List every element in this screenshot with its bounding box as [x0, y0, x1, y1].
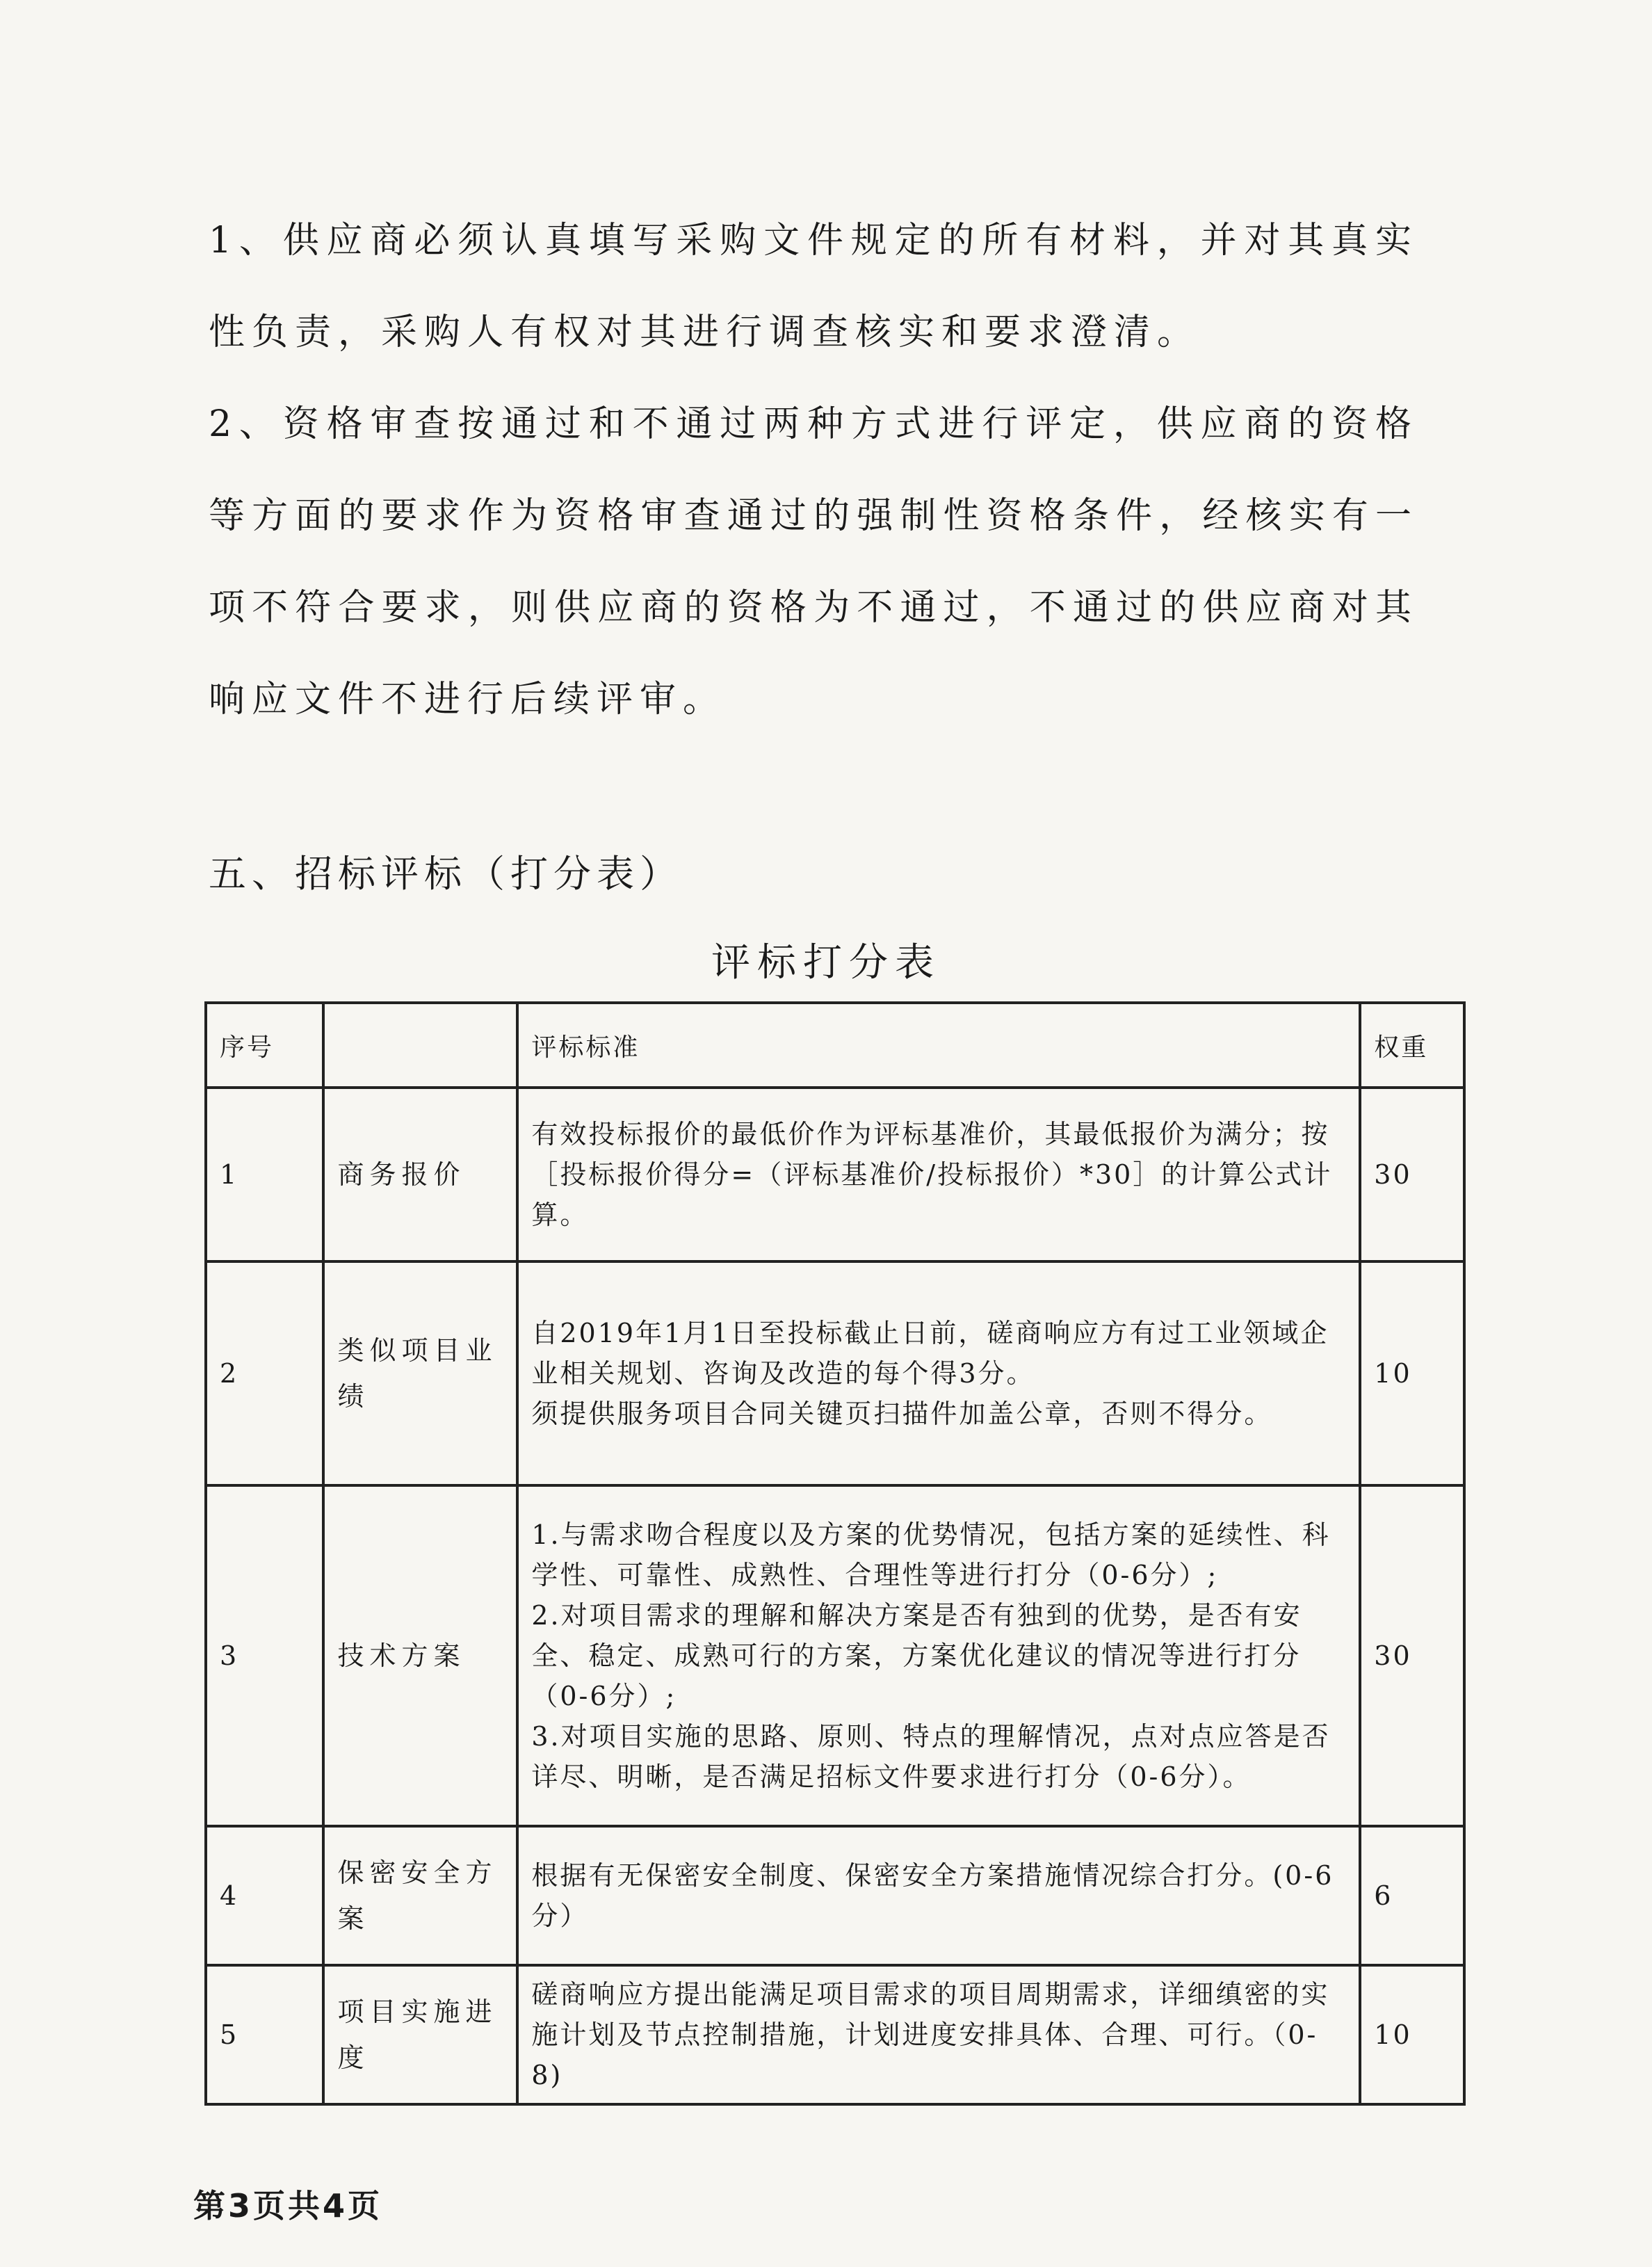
scoring-table — [204, 1001, 1466, 2106]
page-footer: 第3页共4页 — [193, 2187, 383, 2225]
row-number: 4 — [206, 1826, 323, 1965]
table-row — [206, 1088, 1464, 1261]
row-number: 5 — [206, 1965, 323, 2104]
row-weight: 10 — [1360, 1965, 1464, 2104]
paragraph-2: 2、资格审查按通过和不通过两种方式进行评定，供应商的资格等方面的要求作为资格审查通过的强制性资格条件，经核实有一项不符合要求，则供应商的资格为不通过，不通过的供应商对其响应文件不进行后续评审。 — [209, 403, 1418, 720]
row-weight: 6 — [1360, 1826, 1464, 1965]
table-row — [206, 1965, 1464, 2104]
row-criteria: 有效投标报价的最低价作为评标基准价，其最低报价为满分；按［投标报价得分=（评标基准价/投标报价）*30］的计算公式计算。 — [517, 1088, 1360, 1261]
header-weight: 权重 — [1360, 1003, 1464, 1088]
row-item: 类似项目业绩 — [323, 1261, 517, 1485]
table-title: 评标打分表 — [711, 940, 941, 985]
row-criteria: 自2019年1月1日至投标截止日前，磋商响应方有过工业领域企业相关规划、咨询及改造的每个得3分。 须提供服务项目合同关键页扫描件加盖公章，否则不得分。 — [517, 1261, 1360, 1485]
row-criteria: 根据有无保密安全制度、保密安全方案措施情况综合打分。(0-6分） — [517, 1826, 1360, 1965]
table-row — [206, 1485, 1464, 1826]
row-weight: 10 — [1360, 1261, 1464, 1485]
row-item: 技术方案 — [323, 1485, 517, 1826]
section-heading: 五、招标评标（打分表） — [209, 852, 683, 896]
paragraph-1: 1、供应商必须认真填写采购文件规定的所有材料，并对其真实性负责，采购人有权对其进行调查核实和要求澄清。 — [209, 220, 1418, 353]
row-item: 商务报价 — [323, 1088, 517, 1261]
header-number: 序号 — [206, 1003, 323, 1088]
row-criteria: 1.与需求吻合程度以及方案的优势情况，包括方案的延续性、科学性、可靠性、成熟性、合理性等进行打分（0-6分）; 2.对项目需求的理解和解决方案是否有独到的优势，是否有安全、稳定、成熟可行的方案，方案优化建议的情况等进行打分（0-6分）; 3.对项目实施的思路、原则、特点的理解情况，点对点应答是否详尽、明晰，是否满足招标文件要求进行打分（0-6分）。 — [517, 1485, 1360, 1826]
header-criteria: 评标标准 — [517, 1003, 1360, 1088]
row-criteria: 磋商响应方提出能满足项目需求的项目周期需求，详细缜密的实施计划及节点控制措施，计划进度安排具体、合理、可行。（0-8) — [517, 1965, 1360, 2104]
row-weight: 30 — [1360, 1088, 1464, 1261]
row-item: 保密安全方案 — [323, 1826, 517, 1965]
header-item — [323, 1003, 517, 1088]
row-weight: 30 — [1360, 1485, 1464, 1826]
table-row — [206, 1261, 1464, 1485]
row-number: 2 — [206, 1261, 323, 1485]
row-number: 1 — [206, 1088, 323, 1261]
table-header-row — [206, 1003, 1464, 1088]
table-row — [206, 1826, 1464, 1965]
row-number: 3 — [206, 1485, 323, 1826]
row-item: 项目实施进度 — [323, 1965, 517, 2104]
